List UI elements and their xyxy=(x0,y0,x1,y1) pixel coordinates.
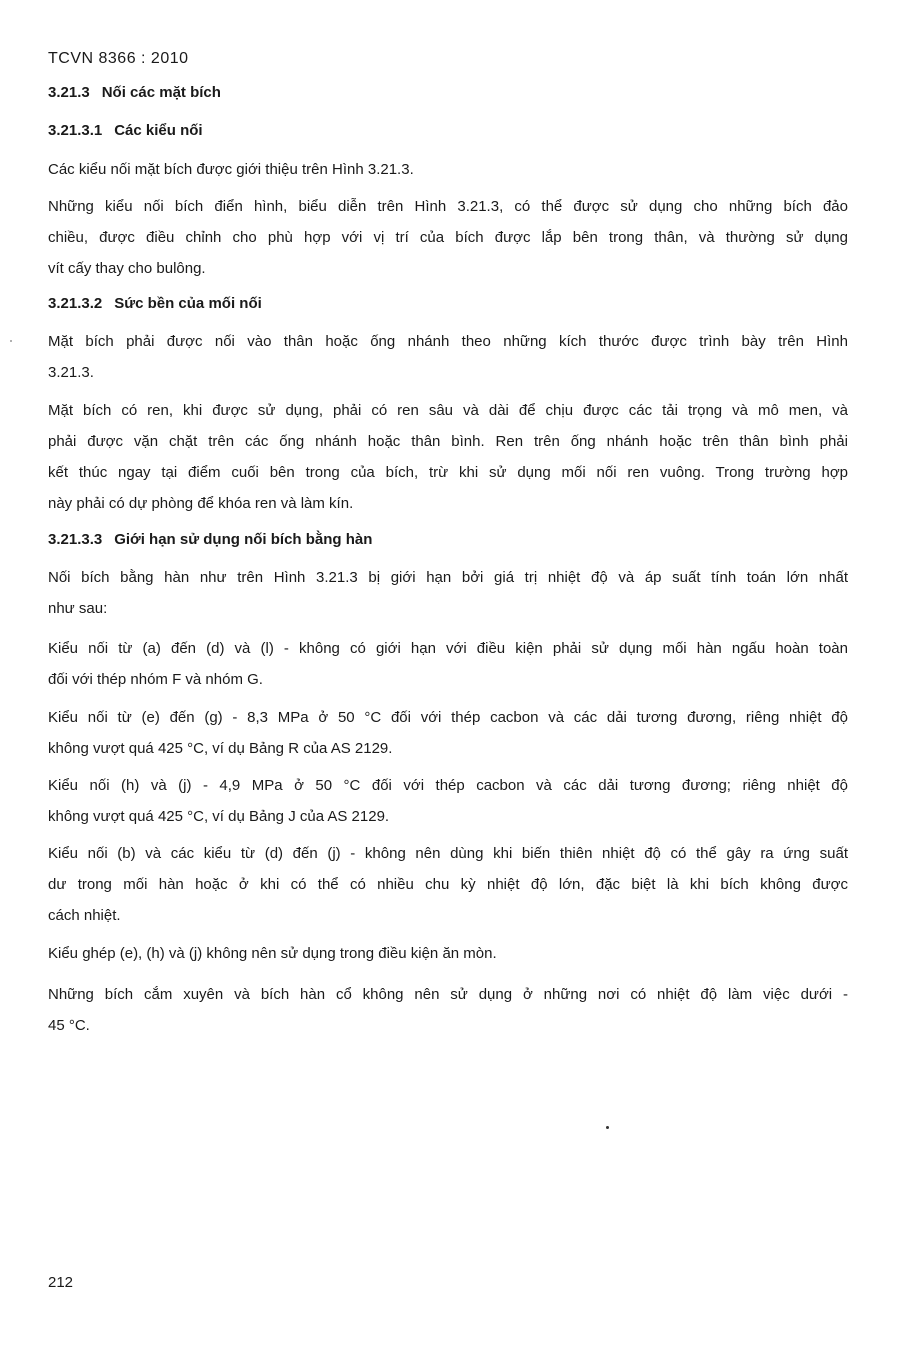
text-line: đối với thép nhóm F và nhóm G. xyxy=(48,671,263,688)
text-line: không vượt quá 425 °C, ví dụ Bảng R của AS 2129. xyxy=(48,740,393,757)
paragraph-type-b-d-to-j xyxy=(48,838,848,931)
paragraph-flange-attachment xyxy=(48,326,848,388)
text-line: Kiểu nối (b) và các kiểu từ (d) đến (j) - không nên dùng khi biến thiên nhiệt độ có thể gây ra ứng suất xyxy=(48,845,848,862)
text-line: Kiểu ghép (e), (h) và (j) không nên sử dụng trong điều kiện ăn mòn. xyxy=(48,945,497,962)
text-line: dư trong mối hàn hoặc ở khi có thể có nhiều chu kỳ nhiệt độ lớn, đặc biệt là khi bích không được xyxy=(48,876,848,893)
paragraph-corrosion xyxy=(48,938,848,969)
text-line: 45 °C. xyxy=(48,1017,90,1034)
text-line: vít cấy thay cho bulông. xyxy=(48,260,206,277)
paragraph-connection-types xyxy=(48,154,848,185)
paragraph-threaded-flange xyxy=(48,395,848,519)
section-title: Các kiểu nối xyxy=(114,122,203,139)
scan-speck xyxy=(10,340,12,342)
text-line: Mặt bích có ren, khi được sử dụng, phải có ren sâu và dài để chịu được các tải trọng và mô men, và xyxy=(48,402,848,419)
section-title: Giới hạn sử dụng nối bích bằng hàn xyxy=(114,531,373,548)
section-number: 3.21.3.2 xyxy=(48,295,103,312)
section-title: Sức bền của mối nối xyxy=(114,295,262,312)
text-line: Kiểu nối từ (a) đến (d) và (l) - không có giới hạn với điều kiện phải sử dụng mối hàn ngấu hoàn toàn xyxy=(48,640,848,657)
scan-speck xyxy=(606,1126,609,1129)
section-heading-3-21-3-1 xyxy=(48,122,203,139)
text-line: không vượt quá 425 °C, ví dụ Bảng J của AS 2129. xyxy=(48,808,390,825)
section-title: Nối các mặt bích xyxy=(101,84,221,101)
text-line: Các kiểu nối mặt bích được giới thiệu trên Hình 3.21.3. xyxy=(48,161,414,178)
section-heading-3-21-3-2 xyxy=(48,295,262,312)
page-number: 212 xyxy=(48,1274,74,1291)
text-line: chiều, được điều chỉnh cho phù hợp với vị trí của bích được lắp bên trong thân, và thường sử dụng xyxy=(48,229,848,246)
text-line: Những bích cắm xuyên và bích hàn cổ không nên sử dụng ở những nơi có nhiệt độ làm việc dưới - xyxy=(48,986,848,1003)
text-line: như sau: xyxy=(48,600,108,617)
text-line: Mặt bích phải được nối vào thân hoặc ống nhánh theo những kích thước được trình bày trên Hình xyxy=(48,333,848,350)
text-line: cách nhiệt. xyxy=(48,907,121,924)
section-number: 3.21.3.3 xyxy=(48,531,103,548)
paragraph-type-h-and-j xyxy=(48,770,848,832)
paragraph-slip-on-flanges xyxy=(48,979,848,1041)
section-number: 3.21.3.1 xyxy=(48,122,103,139)
section-number: 3.21.3 xyxy=(48,84,90,101)
text-line: này phải có dự phòng để khóa ren và làm kín. xyxy=(48,495,354,512)
text-line: Kiểu nối (h) và (j) - 4,9 MPa ở 50 °C đối với thép cacbon và các dải tương đương; riêng nhiệt độ xyxy=(48,777,848,794)
section-heading-3-21-3 xyxy=(48,84,221,101)
section-heading-3-21-3-3 xyxy=(48,531,372,548)
text-line: phải được vặn chặt trên các ống nhánh hoặc thân bình. Ren trên ống nhánh hoặc trên thân bình phải xyxy=(48,433,848,450)
standard-code: TCVN 8366 : 2010 xyxy=(48,50,189,67)
text-line: kết thúc ngay tại điểm cuối bên trong của bích, trừ khi sử dụng mối nối ren vuông. Trong trường hợp xyxy=(48,464,848,481)
paragraph-type-e-to-g xyxy=(48,702,848,764)
text-line: Kiểu nối từ (e) đến (g) - 8,3 MPa ở 50 °C đối với thép cacbon và các dải tương đương, riêng nhiệt độ xyxy=(48,709,848,726)
paragraph-type-a-to-d xyxy=(48,633,848,695)
text-line: Những kiểu nối bích điển hình, biểu diễn trên Hình 3.21.3, có thể được sử dụng cho những bích đảo xyxy=(48,198,848,215)
text-line: 3.21.3. xyxy=(48,364,94,381)
text-line: Nối bích bằng hàn như trên Hình 3.21.3 bị giới hạn bởi giá trị nhiệt độ và áp suất tính toán lớn nhất xyxy=(48,569,848,586)
paragraph-typical-connections xyxy=(48,191,848,284)
paragraph-welded-limits xyxy=(48,562,848,624)
